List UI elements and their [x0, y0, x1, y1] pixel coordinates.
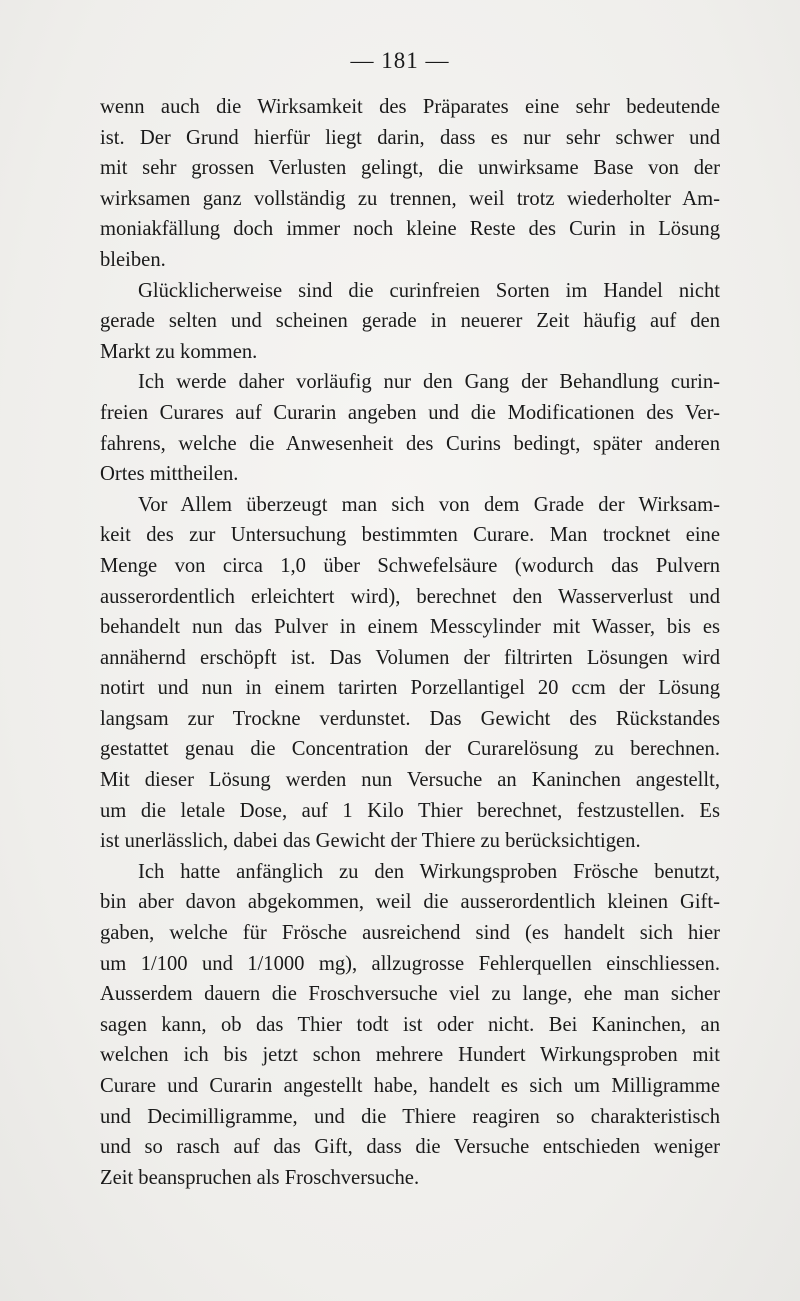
paragraph: [100, 92, 720, 276]
text-line: Zeit beanspruchen als Froschversuche.: [100, 1166, 420, 1189]
text-line: Ortes mittheilen.: [100, 463, 239, 486]
paragraph: [100, 276, 720, 368]
text-line: freien Curares auf Curarin angeben und die Modificationen des Ver-: [100, 401, 720, 424]
text-line: keit des zur Untersuchung bestimmten Curare. Man trocknet eine: [100, 524, 720, 547]
text-line: Vor Allem überzeugt man sich von dem Grade der Wirksam-: [138, 493, 720, 516]
text-line: wirksamen ganz vollständig zu trennen, weil trotz wiederholter Am-: [100, 187, 720, 210]
text-line: notirt und nun in einem tarirten Porzellantigel 20 ccm der Lösung: [100, 677, 720, 700]
text-line: wenn auch die Wirksamkeit des Präparates eine sehr bedeutende: [100, 96, 720, 118]
text-line: um die letale Dose, auf 1 Kilo Thier berechnet, festzustellen. Es: [100, 799, 720, 822]
text-line: gaben, welche für Frösche ausreichend sind (es handelt sich hier: [100, 922, 720, 945]
text-line: welchen ich bis jetzt schon mehrere Hundert Wirkungsproben mit: [100, 1044, 720, 1067]
text-line: annähernd erschöpft ist. Das Volumen der filtrirten Lösungen wird: [100, 646, 720, 669]
text-line: Ich hatte anfänglich zu den Wirkungsproben Frösche benutzt,: [138, 860, 720, 883]
text-line: um 1/100 und 1/1000 mg), allzugrosse Fehlerquellen einschliessen.: [100, 952, 720, 975]
text-line: Glücklicherweise sind die curinfreien Sorten im Handel nicht: [138, 279, 720, 302]
text-line: und so rasch auf das Gift, dass die Versuche entschieden weniger: [100, 1136, 720, 1159]
text-line: Ich werde daher vorläufig nur den Gang der Behandlung curin-: [138, 371, 720, 394]
text-line: Ausserdem dauern die Froschversuche viel zu lange, ehe man sicher: [100, 983, 720, 1006]
text-line: mit sehr grossen Verlusten gelingt, die unwirksame Base von der: [100, 157, 720, 180]
text-line: Menge von circa 1,0 über Schwefelsäure (wodurch das Pulvern: [100, 554, 720, 577]
text-line: Mit dieser Lösung werden nun Versuche an Kaninchen angestellt,: [100, 769, 720, 792]
body-text: [100, 92, 720, 1193]
text-line: und Decimilligramme, und die Thiere reagiren so charakteristisch: [100, 1105, 720, 1128]
text-line: behandelt nun das Pulver in einem Messcylinder mit Wasser, bis es: [100, 616, 720, 639]
paragraph: [100, 857, 720, 1194]
text-line: bin aber davon abgekommen, weil die ausserordentlich kleinen Gift-: [100, 891, 720, 914]
text-line: langsam zur Trockne verdunstet. Das Gewicht des Rückstandes: [100, 707, 720, 730]
text-line: fahrens, welche die Anwesenheit des Curins bedingt, später anderen: [100, 432, 720, 455]
text-line: gerade selten und scheinen gerade in neuerer Zeit häufig auf den: [100, 310, 720, 333]
page-number: — 181 —: [350, 48, 450, 73]
paragraph: [100, 490, 720, 857]
text-line: Curare und Curarin angestellt habe, handelt es sich um Milligramme: [100, 1075, 720, 1097]
text-line: Markt zu kommen.: [100, 340, 258, 363]
paragraph: [100, 367, 720, 489]
text-line: ist. Der Grund hierfür liegt darin, dass es nur sehr schwer und: [100, 126, 720, 149]
text-line: ausserordentlich erleichtert wird), berechnet den Wasserverlust und: [100, 585, 720, 608]
text-line: sagen kann, ob das Thier todt ist oder nicht. Bei Kaninchen, an: [100, 1013, 720, 1036]
text-line: ist unerlässlich, dabei das Gewicht der Thiere zu berücksichtigen.: [100, 830, 641, 853]
text-line: bleiben.: [100, 248, 166, 271]
text-line: gestattet genau die Concentration der Curarelösung zu berechnen.: [100, 738, 720, 761]
text-line: moniakfällung doch immer noch kleine Reste des Curin in Lösung: [100, 218, 720, 241]
